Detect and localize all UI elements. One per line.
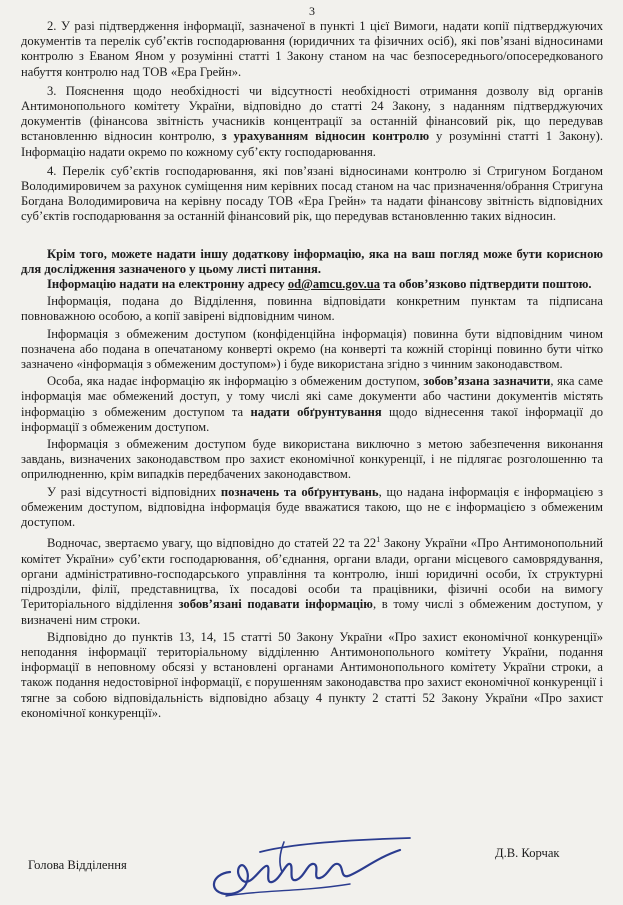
signatory-name: Д.В. Корчак — [495, 846, 560, 860]
item-2-paragraph — [21, 19, 603, 80]
emphasized-text: позначень та обґрунтувань — [220, 484, 379, 499]
body-text: Інформація з обмеженим доступом (конфіденційна інформація) повинна бути відповідним чином позначена або подана в опечатаному конверті окремо (на конверті та кожній сторінці повинно бути чітко зазначено «інформація з обмеженим доступом») і буде використана згідно з чинним законодавством. — [21, 326, 603, 372]
additional-info-paragraph — [21, 247, 603, 277]
emphasized-text: зобов’язана зазначити — [423, 374, 551, 389]
email-address[interactable]: od@amcu.gov.ua — [287, 277, 381, 292]
body-text: 2. У разі підтвердження інформації, зазначеної в пункті 1 цієї Вимоги, надати копії підтверджуючих документів та перелік суб’єктів господарювання (юридичних та фізичних осіб), які пов’язані відносинами контролю з Еваном Яном у розумінні статті 1 Закону станом на час безпосереднього/опосередкованого набуття контролю над ТОВ «Ера Грейн». — [21, 19, 603, 79]
confidential-info-paragraph — [21, 327, 603, 373]
signatory-title: Голова Відділення — [28, 858, 127, 872]
item-4-paragraph — [21, 164, 603, 225]
emphasized-text: надати обґрунтування — [250, 404, 382, 419]
emphasized-text: Крім того, можете надати іншу додаткову інформацію, яка на ваш погляд може бути корисною для дослідження зазначеного у цьому листі питання. — [21, 246, 603, 276]
body-text: Інформація з обмеженим доступом буде використана виключно з метою забезпечення виконання завдань, визначених законодавством про захист економічної конкуренції, і не підлягає розголошенню та оприлюдненню, крім випадків передбачених законодавством. — [21, 437, 603, 482]
body-text: Відповідно до пунктів 13, 14, 15 статті 50 Закону України «Про захист економічної конкуренції» неподання інформації територіальному відділенню Антимонопольного комітету України, подання інформації в неповному обсязі у встановлені органами Антимонопольного комітету України строки, а також подання недостовірної інформації, є порушенням законодавства про захист економічної конкуренції і тягне за собою відповідальність відповідно абзацу 4 пункту 2 статті 52 Закону України «Про захист економічної конкуренції». — [21, 629, 603, 720]
missing-marking-paragraph — [21, 485, 603, 531]
body-text: , яка саме інформація має обмежений доступ, у тому числі які саме документи або частини документів містять інформацію з обмеженим доступом та — [21, 374, 603, 419]
body-text: Особа, яка надає інформацію як інформацію з обмеженим доступом, — [47, 374, 424, 389]
body-text: Закону України «Про Антимонопольний комітет України» суб’єкти господарювання, об’єднання, органи влади, органи місцевого самоврядування, органи адміністративно-господарського управління та контролю, інші юридичні особи, їх структурні підрозділи, філії, представництва, їх посадові особи та працівники, фізичні особи на вимогу Територіального відділення — [21, 536, 603, 612]
superscript-text: 1 — [376, 535, 381, 545]
emphasized-text: та обов’язково підтвердити поштою. — [380, 277, 592, 292]
body-text: 3. Пояснення щодо необхідності чи відсутності необхідності отримання дозволу від органів Антимонопольного комітету України, відповідно до статті 24 Закону, з наданням підтверджуючих документів (фінансова звітність учасників концентрації за останній фінансовий рік, що передував встановленню відносин контролю, — [21, 83, 603, 144]
info-requirements-paragraph — [21, 294, 603, 324]
page-number: 3 — [309, 4, 315, 18]
liability-paragraph — [21, 630, 603, 721]
body-text: У разі відсутності відповідних — [47, 484, 221, 499]
handwritten-signature — [200, 832, 440, 904]
confidential-marking-paragraph — [21, 374, 603, 435]
body-text: Водночас, звертаємо увагу, що відповідно до статей 22 та 22 — [47, 536, 377, 551]
signature-block — [0, 832, 623, 905]
email-submission-paragraph — [21, 277, 603, 292]
body-text: , в тому числі з обмеженим доступом, у визначені ним строки. — [21, 597, 604, 627]
emphasized-text: з урахуванням відносин контролю — [221, 129, 430, 144]
body-text: , що надана інформація є інформацією з обмеженим доступом, відповідна інформація буде вважатися такою, що не є інформацією з обмеженим доступом. — [21, 484, 604, 530]
emphasized-text: Інформацію надати на електронну адресу — [47, 277, 288, 292]
body-text: 4. Перелік суб’єктів господарювання, які пов’язані відносинами контролю зі Стригуном Богданом Володимировичем за рахунок суміщення ним керівних посад станом на час призначення/обрання Стригуна Богдана Володимировича на керівну посаду ТОВ «Ера Грейн» та надати фінансову звітність відповідних суб’єктів господарювання за останній фінансовий рік, що передував встановленню таких відносин. — [21, 163, 603, 224]
body-text: Інформація, подана до Відділення, повинна відповідати конкретним пунктам та підписана повноважною особою, а копії завірені відповідним чином. — [21, 294, 603, 324]
emphasized-text: зобов’язані подавати інформацію — [178, 597, 373, 612]
item-3-paragraph — [21, 84, 603, 160]
confidential-usage-paragraph — [21, 437, 603, 483]
body-text: щодо віднесення такої інформації до інформації з обмеженим доступом. — [21, 404, 603, 434]
obligation-paragraph — [21, 532, 603, 627]
body-text: у розумінні статті 1 Закону). Інформацію надати окремо по кожному суб’єкту господарювання. — [21, 129, 603, 159]
section-gap — [21, 229, 603, 247]
